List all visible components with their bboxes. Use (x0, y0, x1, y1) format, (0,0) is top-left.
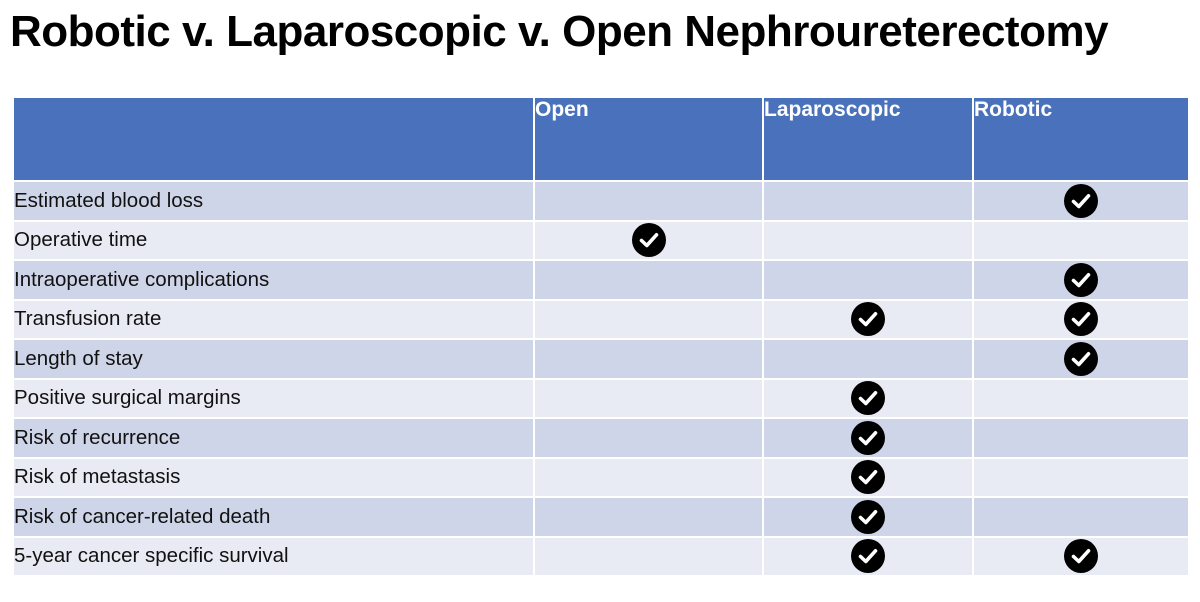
cell-open (534, 221, 763, 261)
table-header-row (13, 97, 1189, 181)
check-circle-icon (851, 302, 885, 336)
row-label: Length of stay (13, 339, 534, 379)
check-circle-icon (851, 460, 885, 494)
cell-robotic (973, 221, 1189, 261)
check-circle-icon (1064, 263, 1098, 297)
header-cell-robotic: Robotic (973, 97, 1189, 181)
row-label: Risk of cancer-related death (13, 497, 534, 537)
check-circle-icon (851, 381, 885, 415)
cell-open (534, 181, 763, 221)
table-row (13, 379, 1189, 419)
table-row (13, 221, 1189, 261)
cell-laparoscopic (763, 300, 973, 340)
row-label: 5-year cancer specific survival (13, 537, 534, 577)
slide-title: Robotic v. Laparoscopic v. Open Nephroureterectomy (10, 7, 1109, 56)
cell-open (534, 418, 763, 458)
cell-laparoscopic (763, 339, 973, 379)
cell-robotic (973, 458, 1189, 498)
cell-robotic (973, 497, 1189, 537)
cell-open (534, 497, 763, 537)
table-row (13, 458, 1189, 498)
check-circle-icon (851, 539, 885, 573)
cell-robotic (973, 379, 1189, 419)
table-row (13, 181, 1189, 221)
table-row (13, 260, 1189, 300)
cell-laparoscopic (763, 260, 973, 300)
table-row (13, 497, 1189, 537)
cell-robotic (973, 260, 1189, 300)
header-cell-blank (13, 97, 534, 181)
header-cell-open: Open (534, 97, 763, 181)
row-label: Intraoperative complications (13, 260, 534, 300)
check-circle-icon (1064, 184, 1098, 218)
table-row (13, 300, 1189, 340)
check-circle-icon (851, 421, 885, 455)
cell-laparoscopic (763, 181, 973, 221)
row-label: Risk of metastasis (13, 458, 534, 498)
table-body (13, 181, 1189, 576)
table-row (13, 537, 1189, 577)
comparison-table (12, 96, 1190, 577)
cell-robotic (973, 418, 1189, 458)
check-circle-icon (1064, 539, 1098, 573)
cell-open (534, 379, 763, 419)
cell-open (534, 300, 763, 340)
cell-robotic (973, 537, 1189, 577)
cell-laparoscopic (763, 418, 973, 458)
cell-laparoscopic (763, 221, 973, 261)
check-circle-icon (851, 500, 885, 534)
check-circle-icon (1064, 302, 1098, 336)
cell-open (534, 339, 763, 379)
cell-robotic (973, 339, 1189, 379)
cell-open (534, 260, 763, 300)
table-row (13, 339, 1189, 379)
cell-laparoscopic (763, 537, 973, 577)
header-cell-laparoscopic: Laparoscopic (763, 97, 973, 181)
row-label: Estimated blood loss (13, 181, 534, 221)
row-label: Positive surgical margins (13, 379, 534, 419)
row-label: Transfusion rate (13, 300, 534, 340)
cell-open (534, 537, 763, 577)
check-circle-icon (632, 223, 666, 257)
cell-laparoscopic (763, 379, 973, 419)
cell-laparoscopic (763, 458, 973, 498)
row-label: Operative time (13, 221, 534, 261)
cell-robotic (973, 181, 1189, 221)
table-row (13, 418, 1189, 458)
row-label: Risk of recurrence (13, 418, 534, 458)
cell-robotic (973, 300, 1189, 340)
check-circle-icon (1064, 342, 1098, 376)
cell-open (534, 458, 763, 498)
cell-laparoscopic (763, 497, 973, 537)
